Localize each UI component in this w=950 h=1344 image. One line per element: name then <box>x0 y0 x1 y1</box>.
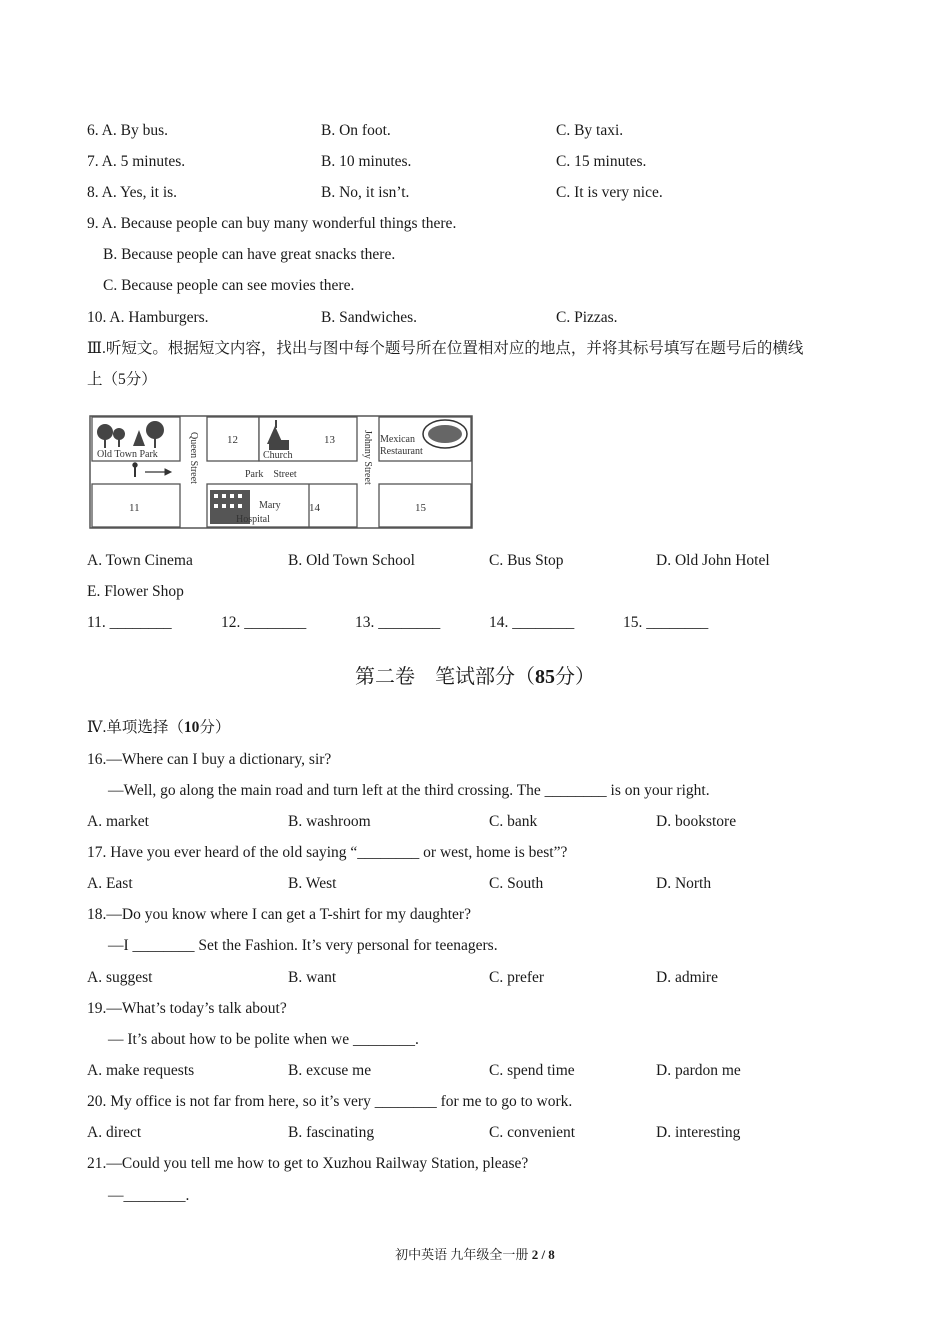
q17-b: B. West <box>288 875 337 892</box>
map-number-11: 11 <box>129 502 140 514</box>
q10-c: C. Pizzas. <box>556 309 618 326</box>
section-2-title <box>0 664 950 690</box>
map-number-12: 12 <box>227 434 238 446</box>
q18-line1: 18.—Do you know where I can get a T-shirt for my daughter? <box>87 906 471 923</box>
q9-b: B. Because people can have great snacks there. <box>103 246 396 263</box>
q9-c: C. Because people can see movies there. <box>103 277 355 294</box>
map-label-mary: Mary <box>259 500 281 511</box>
q20-c: C. convenient <box>489 1124 576 1141</box>
place-choice-b: B. Old Town School <box>288 552 415 569</box>
q19-line2: — It’s about how to be polite when we ________. <box>108 1031 419 1048</box>
q16-line2: —Well, go along the main road and turn left at the third crossing. The ________ is on your right. <box>108 782 710 799</box>
map-label-hospital: Hospital <box>236 514 270 525</box>
place-choice-c: C. Bus Stop <box>489 552 564 569</box>
map-number-15: 15 <box>415 502 426 514</box>
q16-a: A. market <box>87 813 149 830</box>
map-label-old-town-park: Old Town Park <box>97 449 158 460</box>
q18-c: C. prefer <box>489 969 545 986</box>
q18-line2: —I ________ Set the Fashion. It’s very personal for teenagers. <box>108 937 498 954</box>
q20-d: D. interesting <box>656 1124 741 1141</box>
q7-number-option-a <box>87 152 185 172</box>
q19-c: C. spend time <box>489 1062 575 1079</box>
q17-a: A. East <box>87 875 133 892</box>
q7-number: 7. <box>87 153 99 170</box>
q17-c: C. South <box>489 875 544 892</box>
q21-line2: —________. <box>108 1187 190 1204</box>
q19-line1: 19.—What’s today’s talk about? <box>87 1000 287 1017</box>
page-footer <box>0 1246 950 1264</box>
q16-d: D. bookstore <box>656 813 737 830</box>
q21-line1: 21.—Could you tell me how to get to Xuzhou Railway Station, please? <box>87 1155 529 1172</box>
part4-title-score: 10 <box>183 719 200 736</box>
map-label-restaurant: Restaurant <box>380 446 423 457</box>
q6-number-option-a <box>87 121 168 141</box>
footer-text: 初中英语 九年级全一册 <box>395 1247 532 1262</box>
map-label-church: Church <box>263 450 293 461</box>
map-number-14: 14 <box>309 502 320 514</box>
place-choice-a: A. Town Cinema <box>87 552 193 569</box>
q17-d: D. North <box>656 875 712 892</box>
part4-title-c: 分） <box>199 719 231 736</box>
section-2-title-c: 分） <box>555 666 595 688</box>
answer-blank-13[interactable]: 13. ________ <box>355 614 441 631</box>
q10-a: A. Hamburgers. <box>109 309 209 326</box>
q8-number: 8. <box>87 184 99 201</box>
place-choice-d: D. Old John Hotel <box>656 552 770 569</box>
section-2-title-score: 85 <box>535 666 555 688</box>
page-number: 2 / 8 <box>531 1247 555 1262</box>
q16-line1: 16.—Where can I buy a dictionary, sir? <box>87 751 332 768</box>
q19-b: B. excuse me <box>288 1062 372 1079</box>
street-map <box>87 412 477 532</box>
map-label-johnny-street: Johnny Street <box>362 430 373 485</box>
q8-a: A. Yes, it is. <box>101 184 178 201</box>
q17-line1: 17. Have you ever heard of the old saying “________ or west, home is best”? <box>87 844 568 861</box>
place-choice-e: E. Flower Shop <box>87 583 184 600</box>
q6-c: C. By taxi. <box>556 122 624 139</box>
part4-title <box>87 718 230 738</box>
q8-c: C. It is very nice. <box>556 184 663 201</box>
q16-b: B. washroom <box>288 813 371 830</box>
q6-b: B. On foot. <box>321 122 391 139</box>
answer-blank-14[interactable]: 14. ________ <box>489 614 575 631</box>
map-label-park-street: Park Street <box>245 469 297 480</box>
q16-c: C. bank <box>489 813 538 830</box>
q10-number-option-a <box>87 308 209 328</box>
q19-a: A. make requests <box>87 1062 195 1079</box>
q8-number-option-a <box>87 183 177 203</box>
part3-title-line2: 上（5分） <box>87 371 157 388</box>
q18-d: D. admire <box>656 969 718 986</box>
part3-title-line1: Ⅲ.听短文。根据短文内容，找出与图中每个题号所在位置相对应的地点，并将其标号填写在题号后的横线 <box>87 340 804 357</box>
q20-line1: 20. My office is not far from here, so it’s very ________ for me to go to work. <box>87 1093 573 1110</box>
part4-title-a: Ⅳ.单项选择（ <box>87 719 184 736</box>
q6-a: A. By bus. <box>101 122 168 139</box>
q7-c: C. 15 minutes. <box>556 153 647 170</box>
q6-number: 6. <box>87 122 99 139</box>
section-2-title-a: 第二卷 笔试部分（ <box>355 666 535 688</box>
map-label-mexican: Mexican <box>380 434 415 445</box>
answer-blank-12[interactable]: 12. ________ <box>221 614 307 631</box>
answer-blank-15[interactable]: 15. ________ <box>623 614 709 631</box>
q20-b: B. fascinating <box>288 1124 375 1141</box>
q8-b: B. No, it isn’t. <box>321 184 410 201</box>
q20-a: A. direct <box>87 1124 142 1141</box>
q7-a: A. 5 minutes. <box>101 153 186 170</box>
q18-b: B. want <box>288 969 337 986</box>
answer-blank-11[interactable]: 11. ________ <box>87 614 172 631</box>
q10-number: 10. <box>87 309 107 326</box>
map-label-queen-street: Queen Street <box>188 432 199 484</box>
q19-d: D. pardon me <box>656 1062 741 1079</box>
q9-a: 9. A. Because people can buy many wonderful things there. <box>87 215 457 232</box>
street-map-svg <box>87 412 477 532</box>
q7-b: B. 10 minutes. <box>321 153 412 170</box>
map-number-13: 13 <box>324 434 335 446</box>
q18-a: A. suggest <box>87 969 153 986</box>
restaurant-sign-icon <box>423 420 467 448</box>
q10-b: B. Sandwiches. <box>321 309 418 326</box>
